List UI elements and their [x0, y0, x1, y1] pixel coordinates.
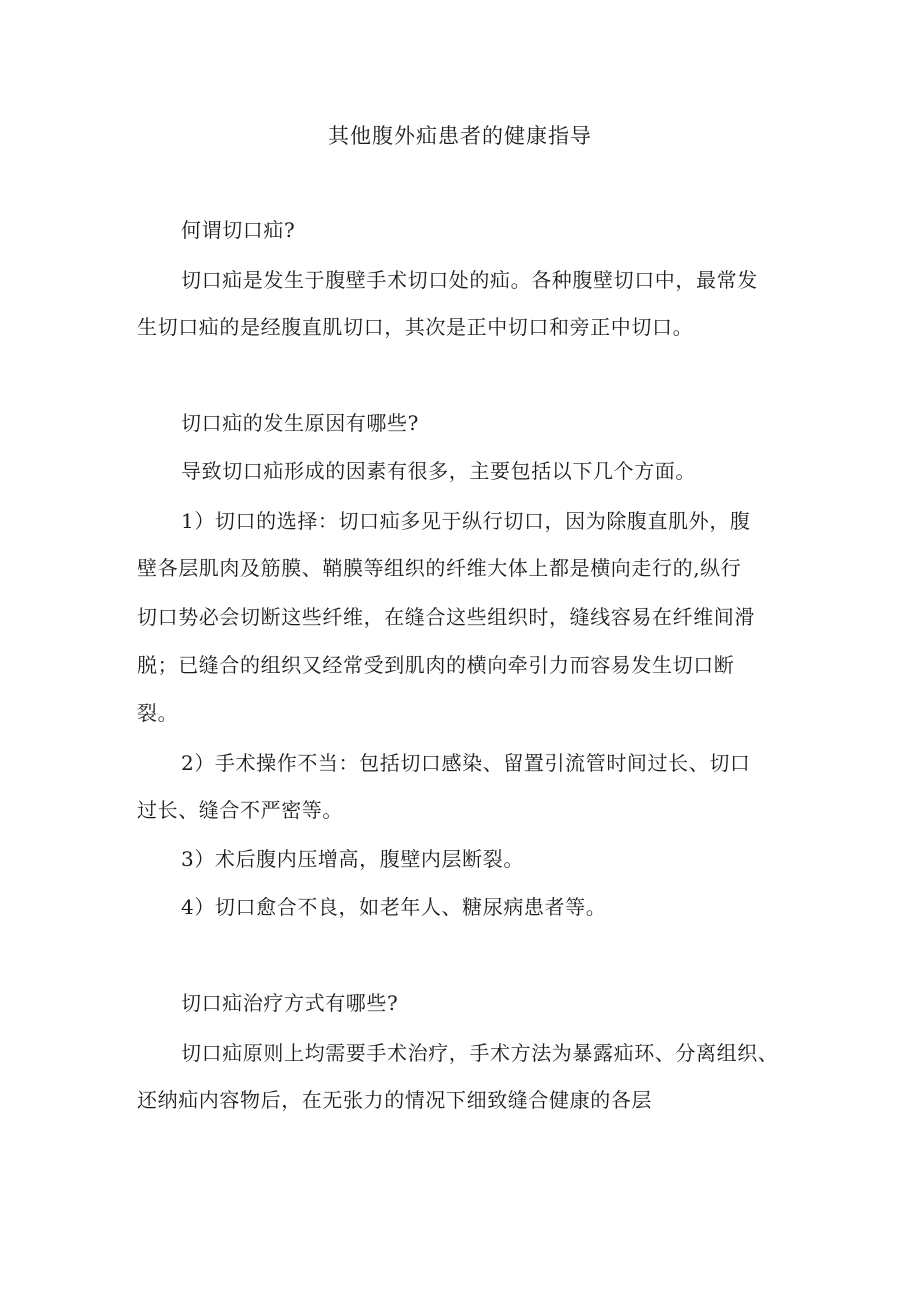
paragraph-line: 导致切口疝形成的因素有很多，主要包括以下几个方面。: [181, 459, 696, 483]
question-heading: 切口疝的发生原因有哪些?: [181, 411, 419, 435]
list-item-line: 1）切口的选择：切口疝多见于纵行切口，因为除腹直肌外，腹: [181, 509, 751, 533]
document-title: 其他腹外疝患者的健康指导: [328, 124, 592, 148]
paragraph-line: 切口疝原则上均需要手术治疗，手术方法为暴露疝环、分离组织、: [181, 1041, 779, 1065]
list-item-line: 4）切口愈合不良，如老年人、糖尿病患者等。: [181, 895, 607, 919]
question-heading: 切口疝治疗方式有哪些?: [181, 991, 399, 1015]
paragraph-line: 切口势必会切断这些纤维，在缝合这些组织时，缝线容易在纤维间滑: [137, 605, 755, 629]
list-item-line: 3）术后腹内压增高，腹壁内层断裂。: [181, 847, 524, 871]
paragraph-line: 脱；已缝合的组织又经常受到肌肉的横向牵引力而容易发生切口断: [137, 653, 735, 677]
paragraph-line: 还纳疝内容物后，在无张力的情况下细致缝合健康的各层: [137, 1088, 652, 1112]
question-heading: 何谓切口疝?: [181, 218, 296, 242]
list-item-line: 2）手术操作不当：包括切口感染、留置引流管时间过长、切口: [181, 751, 751, 775]
paragraph-line: 生切口疝的是经腹直肌切口，其次是正中切口和旁正中切口。: [137, 315, 694, 339]
paragraph-line: 壁各层肌肉及筋膜、鞘膜等组织的纤维大体上都是横向走行的,纵行: [137, 556, 742, 580]
paragraph-line: 裂。: [137, 701, 179, 725]
paragraph-line: 过长、缝合不严密等。: [137, 798, 343, 822]
paragraph-line: 切口疝是发生于腹壁手术切口处的疝。各种腹壁切口中，最常发: [181, 268, 758, 292]
